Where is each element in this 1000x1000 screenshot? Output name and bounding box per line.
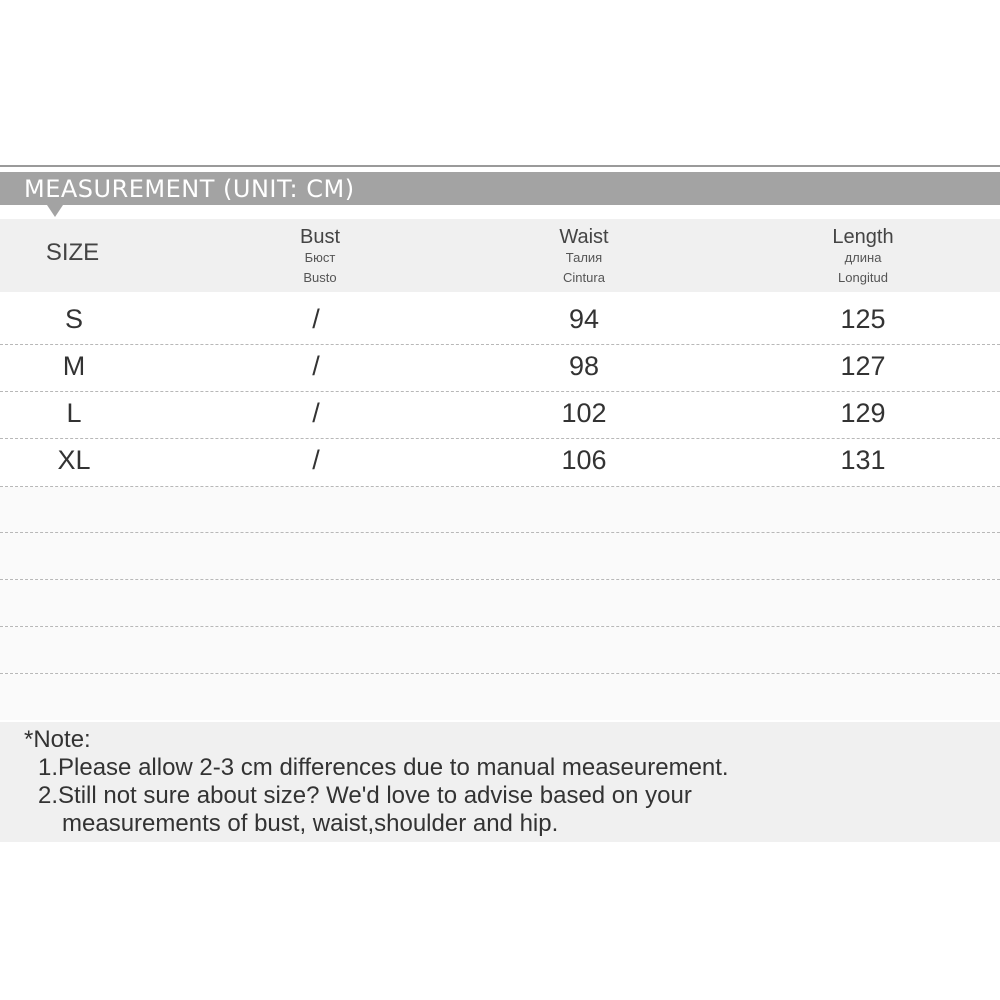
length-cell: 129 bbox=[840, 398, 886, 428]
waist-column-header bbox=[484, 226, 684, 288]
length-header-ru: длина bbox=[844, 250, 882, 265]
note-title: *Note: bbox=[24, 726, 91, 753]
note-line: 1.Please allow 2-3 cm differences due to manual measeurement. bbox=[38, 754, 729, 781]
note-line: 2.Still not sure about size? We'd love to advise based on your bbox=[38, 782, 692, 809]
bust-cell: / bbox=[312, 304, 320, 334]
waist-header-en: Waist bbox=[559, 226, 609, 248]
note-line: measurements of bust, waist,shoulder and hip. bbox=[62, 810, 559, 837]
banner-pointer-icon bbox=[47, 205, 63, 217]
waist-cell: 94 bbox=[568, 304, 600, 334]
size-column-header: SIZE bbox=[45, 239, 100, 266]
empty-row bbox=[0, 533, 1000, 579]
length-column-header bbox=[763, 226, 963, 288]
waist-header-es: Cintura bbox=[563, 270, 605, 285]
waist-cell: 98 bbox=[568, 351, 600, 381]
empty-row bbox=[0, 487, 1000, 533]
length-cell: 127 bbox=[840, 351, 886, 381]
empty-row bbox=[0, 580, 1000, 626]
waist-cell: 106 bbox=[561, 445, 607, 475]
size-cell: M bbox=[62, 351, 86, 381]
table-row bbox=[0, 390, 1000, 437]
note-section bbox=[0, 722, 1000, 842]
size-cell: XL bbox=[57, 445, 91, 475]
size-cell: L bbox=[66, 398, 82, 428]
bust-column-header bbox=[220, 226, 420, 288]
table-row bbox=[0, 343, 1000, 390]
empty-row bbox=[0, 674, 1000, 720]
bust-cell: / bbox=[312, 351, 320, 381]
length-cell: 125 bbox=[840, 304, 886, 334]
size-cell: S bbox=[64, 304, 83, 334]
bust-header-es: Busto bbox=[303, 270, 337, 285]
table-row bbox=[0, 296, 1000, 343]
table-header bbox=[0, 219, 1000, 292]
bust-header-ru: Бюст bbox=[304, 250, 336, 265]
waist-cell: 102 bbox=[561, 398, 607, 428]
section-title: MEASUREMENT (UNIT: CM) bbox=[24, 175, 355, 203]
top-divider bbox=[0, 165, 1000, 167]
table-row bbox=[0, 437, 1000, 484]
bust-cell: / bbox=[312, 445, 320, 475]
bust-cell: / bbox=[312, 398, 320, 428]
empty-row bbox=[0, 627, 1000, 673]
bust-header-en: Bust bbox=[299, 226, 341, 248]
length-header-en: Length bbox=[832, 226, 894, 248]
waist-header-ru: Талия bbox=[565, 250, 603, 265]
section-banner bbox=[0, 172, 1000, 205]
length-header-es: Longitud bbox=[838, 270, 888, 285]
length-cell: 131 bbox=[840, 445, 886, 475]
